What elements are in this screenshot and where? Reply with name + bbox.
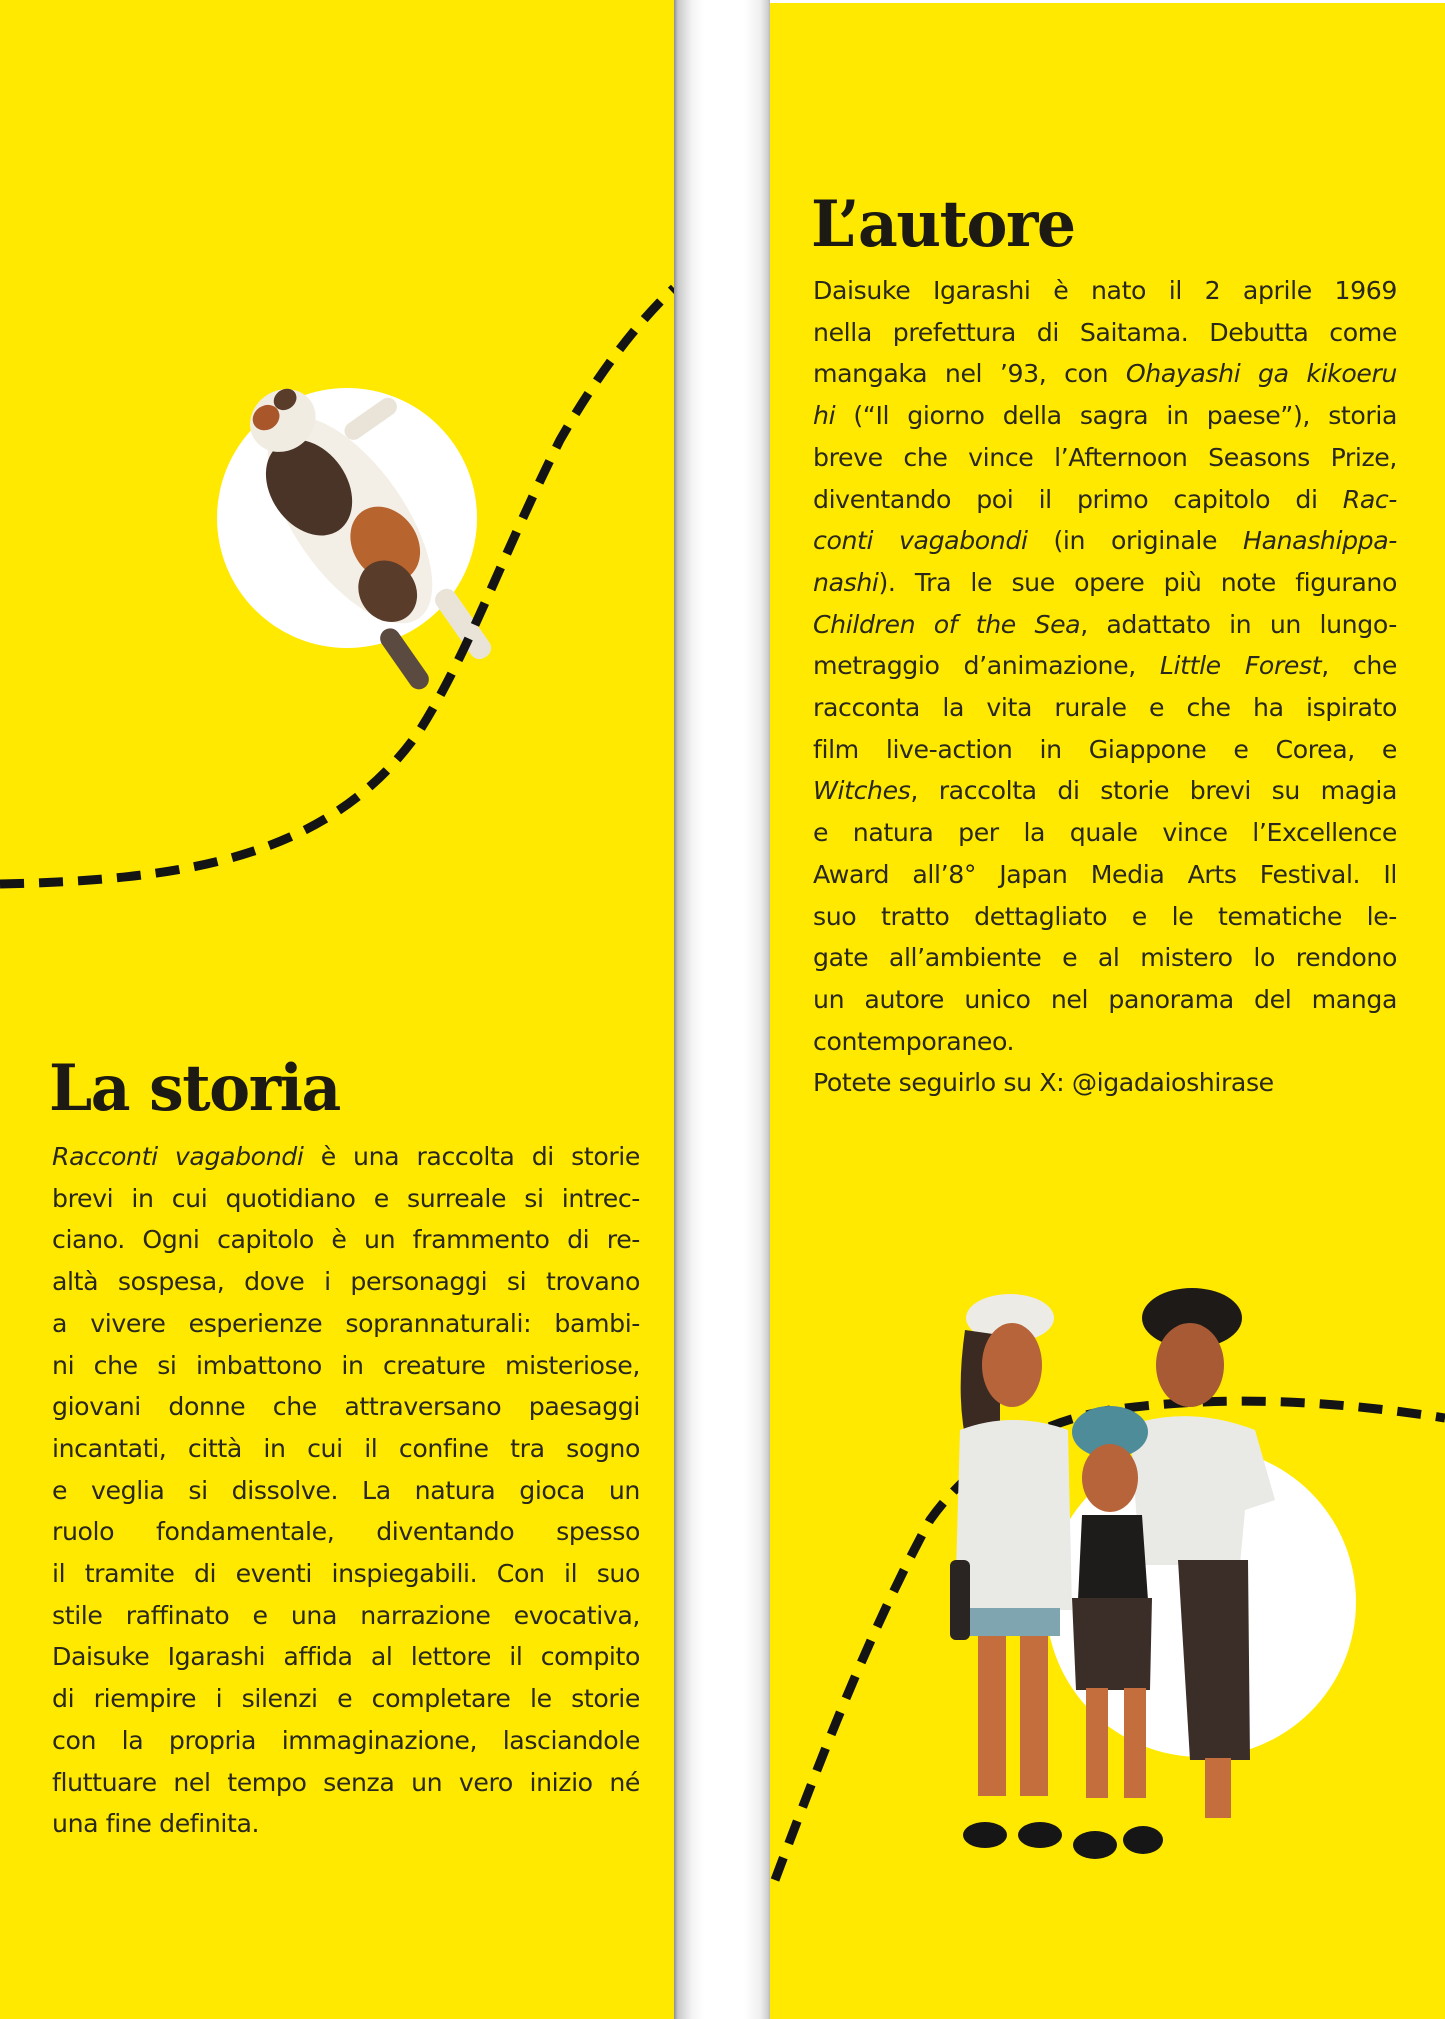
text-line: incantati, città in cui il confine tra sogno <box>52 1433 640 1463</box>
text-line: una fine definita. <box>52 1809 260 1839</box>
text-line: giovani donne che attraversano paesaggi <box>52 1392 640 1422</box>
text-line: altà sospesa, dove i personaggi si trovano <box>52 1267 640 1297</box>
text-line: film live-action in Giappone e Corea, e <box>813 734 1397 764</box>
text-line: Daisuke Igarashi è nato il 2 aprile 1969 <box>813 276 1397 305</box>
section-title-la-storia: La storia <box>49 1051 340 1126</box>
girl-figure-icon <box>950 1294 1072 1848</box>
text-line: hi (“Il giorno della sagra in paese”), storia <box>813 401 1397 431</box>
text-line: brevi in cui quotidiano e surreale si intrec- <box>52 1183 640 1213</box>
text-line: conti vagabondi (in originale Hanashippa- <box>813 526 1397 556</box>
text-line: un autore unico nel panorama del manga <box>813 984 1397 1014</box>
text-line: Children of the Sea, adattato in un lungo- <box>813 609 1397 639</box>
text-line: nashi). Tra le sue opere più note figurano <box>813 567 1397 597</box>
text-line: gate all’ambiente e al mistero lo rendono <box>813 943 1397 973</box>
text-line: Witches, raccolta di storie brevi su magia <box>813 776 1397 806</box>
text-line: contemporaneo. <box>813 1026 1015 1056</box>
section-title-l-autore: L’autore <box>811 187 1075 262</box>
text-line: stile raffinato e una narrazione evocativa, <box>52 1600 640 1630</box>
text-line: e veglia si dissolve. La natura gioca un <box>52 1475 640 1505</box>
section-body-l-autore <box>813 270 1397 1104</box>
right-panel <box>770 3 1445 2019</box>
text-line: Daisuke Igarashi affida al lettore il compito <box>52 1642 640 1672</box>
text-line: ruolo fondamentale, diventando spesso <box>52 1517 640 1547</box>
text-line: racconta la vita rurale e che ha ispirato <box>813 693 1397 723</box>
text-line: breve che vince l’Afternoon Seasons Prize, <box>813 442 1397 472</box>
text-line: con la propria immaginazione, lasciandole <box>52 1725 640 1755</box>
page-gutter <box>674 0 770 2019</box>
text-line: a vivere esperienze soprannaturali: bambi- <box>52 1308 640 1338</box>
text-line: fluttuare nel tempo senza un vero inizio né <box>52 1767 640 1797</box>
left-panel <box>0 0 674 2019</box>
text-line: di riempire i silenzi e completare le storie <box>52 1684 640 1714</box>
text-line: mangaka nel ’93, con Ohayashi ga kikoeru <box>813 359 1397 389</box>
text-line: suo tratto dettagliato e le tematiche le- <box>813 901 1397 931</box>
text-line: Racconti vagabondi è una raccolta di storie <box>52 1142 640 1171</box>
text-line: il tramite di eventi inspiegabili. Con il suo <box>52 1559 640 1589</box>
text-line: nella prefettura di Saitama. Debutta come <box>813 317 1397 347</box>
text-line: e natura per la quale vince l’Excellence <box>813 818 1397 848</box>
text-line: Potete seguirlo su X: @igadaioshirase <box>813 1068 1274 1098</box>
section-body-la-storia <box>52 1136 640 1845</box>
text-line: metraggio d’animazione, Little Forest, che <box>813 651 1397 681</box>
text-line: ciano. Ogni capitolo è un frammento di re- <box>52 1225 640 1255</box>
text-line: diventando poi il primo capitolo di Rac- <box>813 484 1397 514</box>
text-line: ni che si imbattono in creature misteriose, <box>52 1350 640 1380</box>
text-line: Award all’8° Japan Media Arts Festival. Il <box>813 859 1397 889</box>
